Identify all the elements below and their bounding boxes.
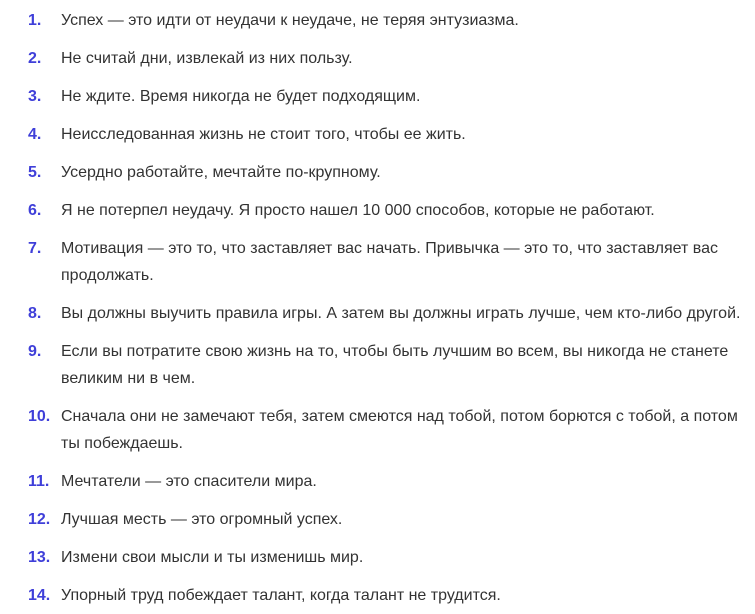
- quote-text: Не ждите. Время никогда не будет подходящим.: [61, 88, 421, 105]
- quote-item: [0, 7, 755, 34]
- quote-number: 2.: [28, 50, 42, 67]
- quote-number: 4.: [28, 126, 42, 143]
- quote-text: Сначала они не замечают тебя, затем смеются над тобой, потом борются с тобой, а потом ты побеждаешь.: [61, 408, 738, 452]
- quote-item: [0, 338, 755, 392]
- quote-text: Вы должны выучить правила игры. А затем вы должны играть лучше, чем кто-либо другой.: [61, 305, 741, 322]
- quote-number: 10.: [28, 408, 51, 425]
- quote-item: [0, 197, 755, 224]
- quote-text: Лучшая месть — это огромный успех.: [61, 511, 343, 528]
- quote-text: Неисследованная жизнь не стоит того, чтобы ее жить.: [61, 126, 466, 143]
- quote-text: Мечтатели — это спасители мира.: [61, 473, 317, 490]
- quote-item: [0, 506, 755, 533]
- quote-text: Не считай дни, извлекай из них пользу.: [61, 50, 353, 67]
- quote-item: [0, 582, 755, 609]
- quote-number: 11.: [28, 473, 50, 490]
- quote-item: [0, 83, 755, 110]
- quote-number: 3.: [28, 88, 42, 105]
- quote-text: Усердно работайте, мечтайте по-крупному.: [61, 164, 381, 181]
- quote-text: Измени свои мысли и ты изменишь мир.: [61, 549, 364, 566]
- quote-number: 8.: [28, 305, 42, 322]
- quote-text: Мотивация — это то, что заставляет вас начать. Привычка — это то, что заставляет вас продолжать.: [61, 240, 718, 284]
- quote-item: [0, 235, 755, 289]
- quote-number: 6.: [28, 202, 42, 219]
- quote-number: 5.: [28, 164, 42, 181]
- quote-number: 9.: [28, 343, 42, 360]
- quote-number: 14.: [28, 587, 51, 604]
- quote-number: 13.: [28, 549, 51, 566]
- quote-item: [0, 159, 755, 186]
- quote-number: 7.: [28, 240, 42, 257]
- quote-text: Упорный труд побеждает талант, когда талант не трудится.: [61, 587, 501, 604]
- quote-text: Я не потерпел неудачу. Я просто нашел 10 000 способов, которые не работают.: [61, 202, 655, 219]
- quote-item: [0, 300, 755, 327]
- quote-text: Успех — это идти от неудачи к неудаче, не теряя энтузиазма.: [61, 12, 519, 29]
- quote-item: [0, 468, 755, 495]
- quote-item: [0, 121, 755, 148]
- quote-item: [0, 403, 755, 457]
- quote-item: [0, 45, 755, 72]
- quote-number: 12.: [28, 511, 51, 528]
- quote-text: Если вы потратите свою жизнь на то, чтобы быть лучшим во всем, вы никогда не станете великим ни в чем.: [61, 343, 729, 387]
- quote-number: 1.: [28, 12, 42, 29]
- quote-item: [0, 544, 755, 571]
